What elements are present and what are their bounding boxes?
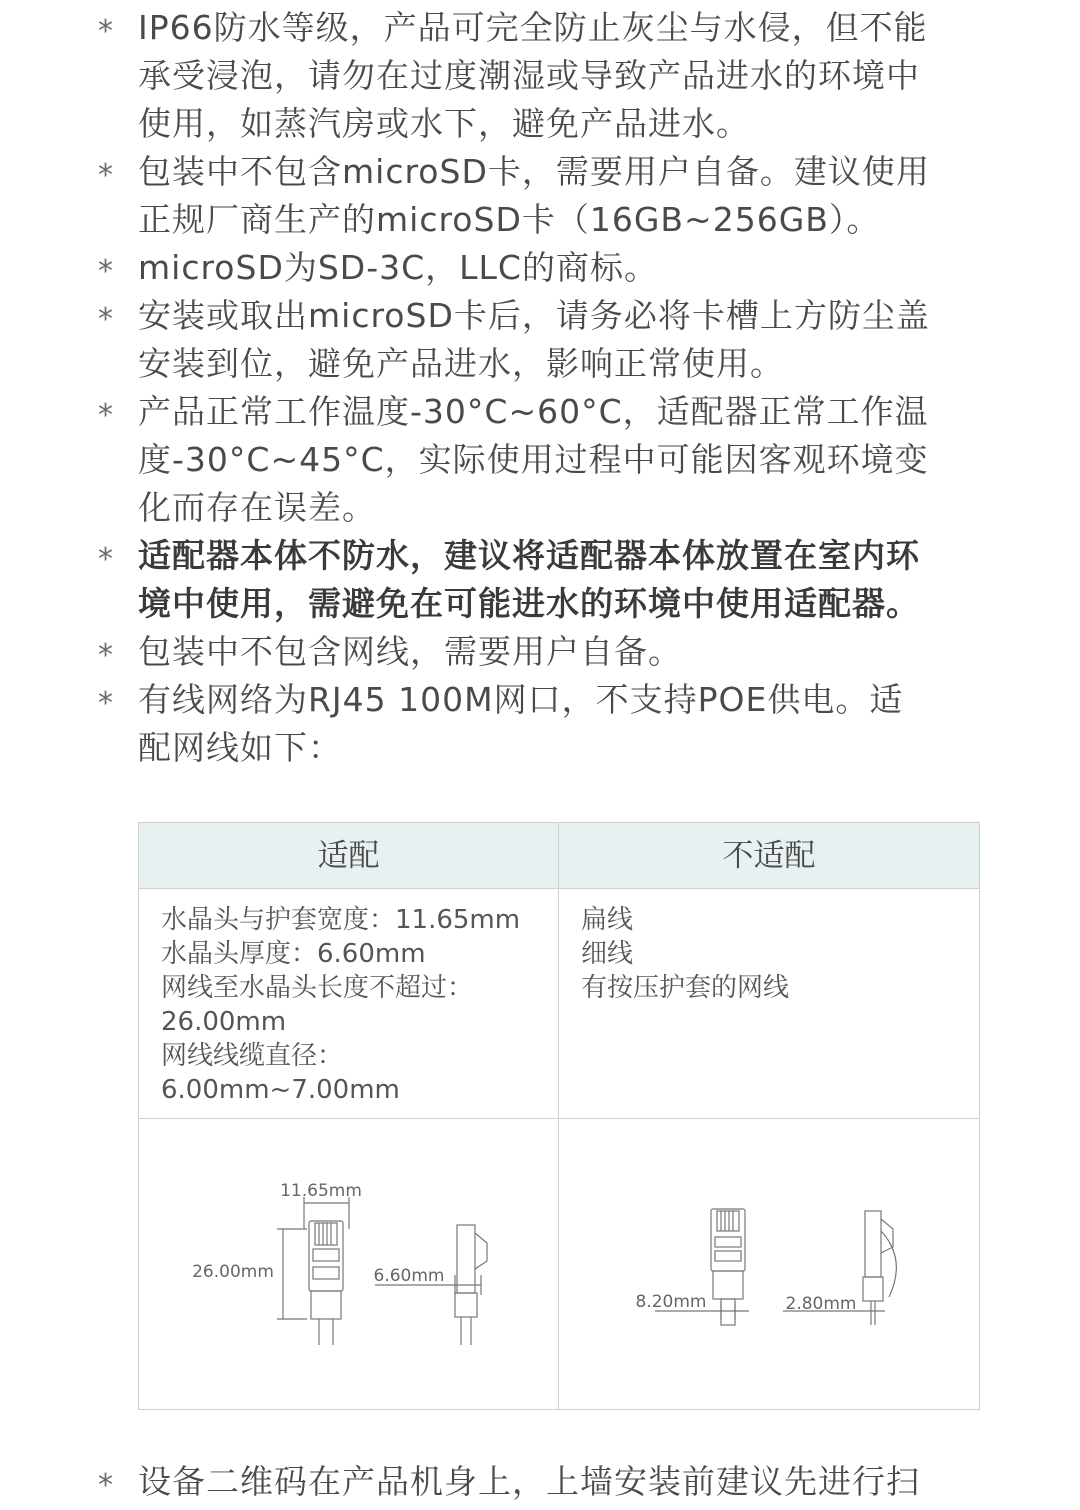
note-item: [0, 388, 1080, 532]
length-label: 26.00mm: [192, 1262, 274, 1282]
bullet-icon: *: [98, 254, 113, 289]
unfit-spec-line: 扁线: [581, 905, 634, 935]
header-fit: 适配: [139, 823, 559, 889]
note-text: 设备二维码在产品机身上，上墙安装前建议先进行扫: [138, 1462, 920, 1501]
connector-front: [309, 1221, 343, 1291]
fit-cable-drawing: [139, 1119, 557, 1409]
note-item: [0, 148, 1080, 244]
bullet-icon: *: [98, 14, 113, 49]
flat-width-label: 8.20mm: [635, 1292, 707, 1312]
thin-connector-side: [865, 1211, 881, 1277]
note-item: [0, 4, 1080, 148]
note-item-inner: [0, 1458, 1080, 1506]
note-text: 产品正常工作温度-30°C~60°C，适配器正常工作温 度-30°C~45°C，实际使用过程中可能因客观环境变 化而存在误差。: [138, 392, 929, 527]
unfit-cable-figure: [559, 1119, 979, 1409]
bullet-icon: *: [98, 542, 113, 577]
note-text: microSD为SD-3C，LLC的商标。: [138, 248, 658, 287]
fit-spec-line: 26.00mm: [161, 1007, 287, 1037]
note-text: 安装或取出microSD卡后，请务必将卡槽上方防尘盖 安装到位，避免产品进水，影响正常使用。: [138, 296, 930, 383]
note-item: [0, 1458, 1080, 1506]
bullet-icon: *: [98, 302, 113, 337]
note-item-warning: [0, 532, 1080, 628]
unfit-cable-drawing: [559, 1119, 977, 1409]
unfit-spec-cell: [559, 889, 979, 1119]
fit-spec-line: 水晶头与护套宽度：11.65mm: [161, 905, 521, 935]
fit-spec-line: 网线线缆直径：: [161, 1041, 344, 1071]
bullet-icon: *: [98, 398, 113, 433]
note-text: IP66防水等级，产品可完全防止灰尘与水侵，但不能 承受浸泡，请勿在过度潮湿或导致产品进水的环境中 使用，如蒸汽房或水下，避免产品进水。: [138, 8, 928, 143]
connector-side: [457, 1225, 475, 1293]
bullet-icon: *: [98, 638, 113, 673]
fit-spec-line: 6.00mm~7.00mm: [161, 1075, 400, 1105]
flat-connector-front: [711, 1209, 745, 1271]
header-unfit: 不适配: [559, 823, 979, 889]
note-item: [0, 244, 1080, 292]
note-item: [0, 628, 1080, 676]
fit-cable-figure: [139, 1119, 559, 1409]
width-label: 11.65mm: [280, 1181, 362, 1201]
note-text: 包装中不包含网线，需要用户自备。: [138, 632, 682, 671]
note-text: 有线网络为RJ45 100M网口，不支持POE供电。适 配网线如下：: [138, 680, 904, 767]
cable-compatibility-table: [138, 822, 980, 1410]
thickness-label: 6.60mm: [373, 1266, 445, 1286]
fit-spec-cell: [139, 889, 559, 1119]
thin-thickness-label: 2.80mm: [785, 1294, 857, 1314]
bullet-icon: *: [98, 158, 113, 193]
note-item: [0, 676, 1080, 772]
unfit-spec-line: 细线: [581, 939, 634, 969]
note-text: 适配器本体不防水，建议将适配器本体放置在室内环 境中使用，需避免在可能进水的环境中使用适配器。: [138, 536, 920, 623]
bullet-icon: *: [98, 686, 113, 721]
fit-spec-line: 水晶头厚度：6.60mm: [161, 939, 426, 969]
note-item: [0, 292, 1080, 388]
note-text: 包装中不包含microSD卡，需要用户自备。建议使用 正规厂商生产的microSD卡（16GB~256GB）。: [138, 152, 930, 239]
bullet-icon: *: [98, 1468, 113, 1503]
unfit-spec-line: 有按压护套的网线: [581, 973, 790, 1003]
fit-spec-line: 网线至水晶头长度不超过：: [161, 973, 474, 1003]
